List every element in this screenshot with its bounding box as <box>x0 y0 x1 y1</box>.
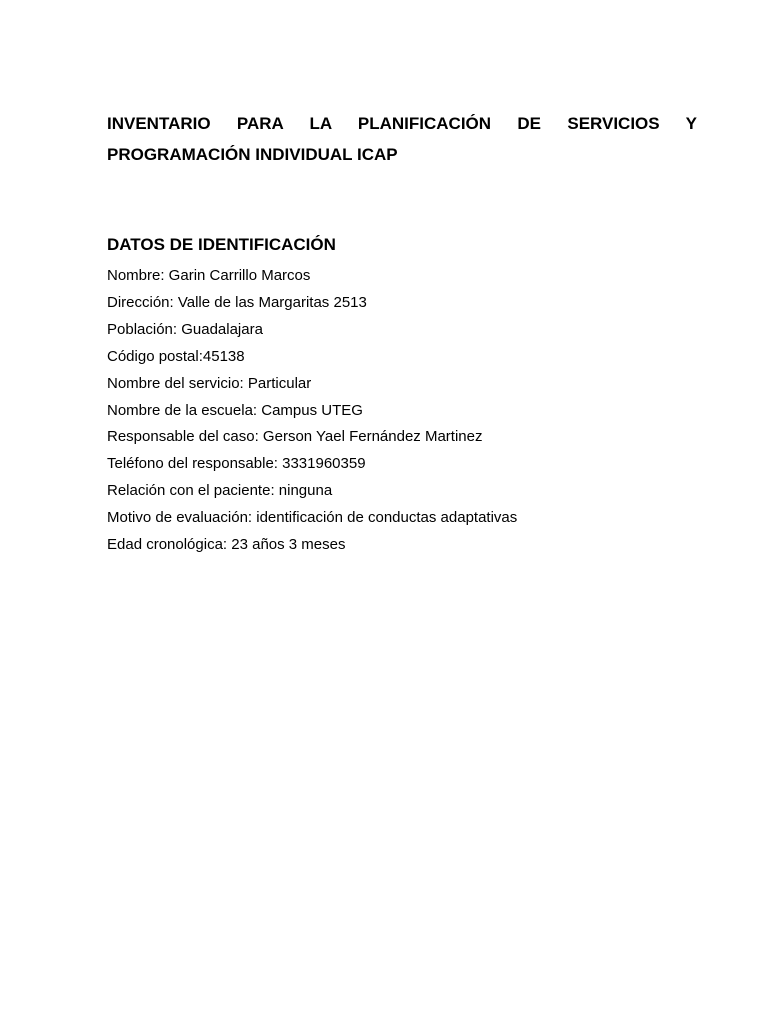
field-nombre-servicio: Nombre del servicio: Particular <box>107 374 312 392</box>
document-page <box>107 108 697 554</box>
field-responsable-caso: Responsable del caso: Gerson Yael Fernández Martinez <box>107 428 483 446</box>
section-heading-identification: DATOS DE IDENTIFICACIÓN <box>107 235 336 254</box>
field-nombre-escuela: Nombre de la escuela: Campus UTEG <box>107 401 363 419</box>
field-nombre: Nombre: Garin Carrillo Marcos <box>107 267 311 284</box>
document-title-line-2: PROGRAMACIÓN INDIVIDUAL ICAP <box>107 145 398 164</box>
field-motivo-evaluacion: Motivo de evaluación: identificación de conductas adaptativas <box>107 509 518 527</box>
field-relacion-paciente: Relación con el paciente: ninguna <box>107 482 333 500</box>
document-title-line-1: INVENTARIO PARA LA PLANIFICACIÓN DE SERVICIOS Y <box>107 114 697 133</box>
field-direccion: Dirección: Valle de las Margaritas 2513 <box>107 293 367 311</box>
field-codigo-postal: Código postal:45138 <box>107 347 245 365</box>
field-edad-cronologica: Edad cronológica: 23 años 3 meses <box>107 536 346 554</box>
field-telefono-responsable: Teléfono del responsable: 3331960359 <box>107 455 366 473</box>
document-title <box>107 108 697 170</box>
identification-fields-list <box>107 263 517 559</box>
field-poblacion: Población: Guadalajara <box>107 320 263 338</box>
